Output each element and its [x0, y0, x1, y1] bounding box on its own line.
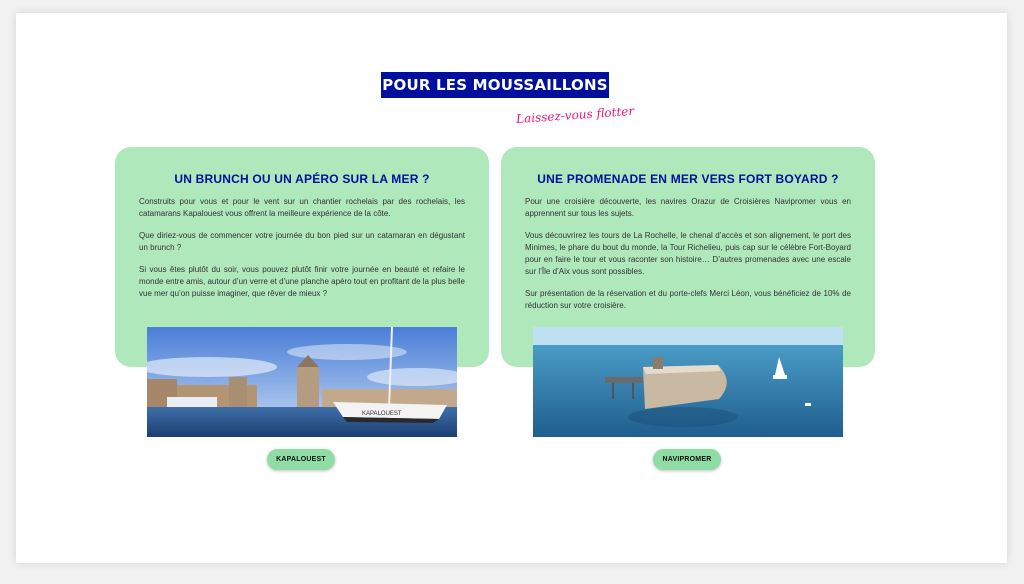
card-paragraph: Construits pour vous et pour le vent sur un chantier rochelais par des rochelais, les catamarans Kapalouest vous offrent la meilleure expérience de la côte. — [139, 197, 465, 218]
catamaran-photo — [147, 327, 457, 437]
section-tagline: Laissez-vous flotter — [515, 103, 635, 127]
svg-text:KAPALOUEST: KAPALOUEST — [362, 411, 402, 417]
card-heading: UN BRUNCH OU UN APÉRO SUR LA MER ? — [174, 172, 430, 186]
card-paragraph: Vous découvrirez les tours de La Rochelle, le chenal d’accès et son alignement, le port des Minimes, le phare du bout du monde, la Tour Richelieu, puis cap sur le célèbre Fort-Boyard pour en faire le tour et vous raconter son histoire… D’autres promenades avec une escale sur l’Île d’Aix vous sont possibles. — [525, 231, 851, 276]
fort-boyard-photo — [533, 327, 843, 437]
kapalouest-button[interactable]: KAPALOUEST — [267, 449, 335, 470]
card-heading: UNE PROMENADE EN MER VERS FORT BOYARD ? — [537, 172, 839, 186]
section-title: POUR LES MOUSSAILLONS — [381, 72, 609, 98]
navipromer-button[interactable]: NAVIPROMER — [653, 449, 721, 470]
card-paragraph: Si vous êtes plutôt du soir, vous pouvez plutôt finir votre journée en beauté et refaire le monde entre amis, autour d’un verre et d’une planche apéro tout en profitant de la plus belle vue mer qu’on puisse imaginer, que rêver de mieux ? — [139, 265, 465, 298]
card-paragraph: Pour une croisière découverte, les navires Orazur de Croisières Navipromer vous en apprennent sur tous les sujets. — [525, 197, 851, 218]
card-paragraph: Sur présentation de la réservation et du porte-clefs Merci Léon, vous bénéficiez de 10% de réduction sur votre croisière. — [525, 289, 851, 310]
card-paragraph: Que diriez-vous de commencer votre journée du bon pied sur un catamaran en dégustant un brunch ? — [139, 231, 465, 252]
